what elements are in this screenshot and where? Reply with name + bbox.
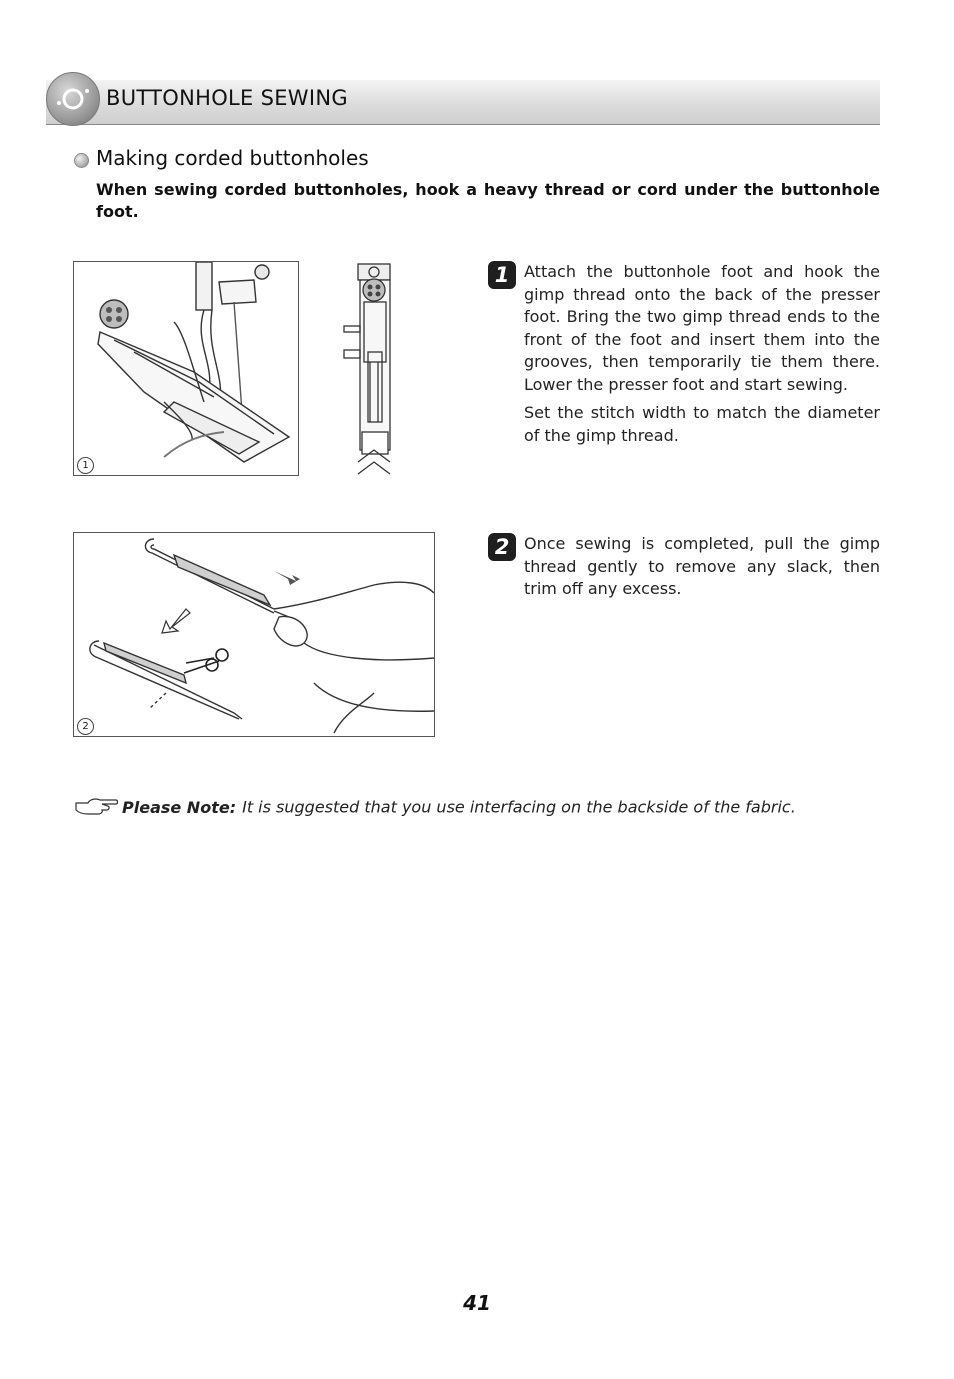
step-2-paragraph: Once sewing is completed, pull the gimp thread gently to remove any slack, then trim off any excess. [524, 534, 880, 598]
step-2-text [524, 533, 880, 607]
page-title: BUTTONHOLE SEWING [106, 86, 348, 110]
pointing-hand-icon [74, 795, 118, 821]
step-1-paragraph: Attach the buttonhole foot and hook the gimp thread onto the back of the presser foot. Bring the two gimp thread ends to the front of the foot and insert them into the grooves, then temporarily tie them there. Lower the presser foot and start sewing. [524, 262, 880, 394]
step-1-badge: 1 [488, 261, 516, 289]
figure-number: 1 [77, 457, 94, 474]
bullet-dot-icon [74, 153, 89, 168]
figure-number: 2 [77, 718, 94, 735]
page-number: 41 [463, 1291, 491, 1315]
note-text: It is suggested that you use interfacing on the backside of the fabric. [242, 797, 796, 817]
section-intro: When sewing corded buttonholes, hook a heavy thread or cord under the buttonhole foot. [96, 180, 880, 221]
step-2-badge: 2 [488, 533, 516, 561]
arrow-icon [274, 571, 300, 585]
step-1-paragraph: Set the stitch width to match the diameter of the gimp thread. [524, 403, 880, 445]
note-label: Please Note: [122, 797, 237, 817]
scissors-icon [184, 649, 228, 673]
figure-1-foot-top-view [340, 262, 396, 476]
step-1-text [524, 261, 880, 453]
ring-icon [46, 72, 100, 126]
arrow-icon [162, 609, 190, 633]
figure-2-gimp-thread-trim [73, 532, 435, 737]
section-title: Making corded buttonholes [96, 146, 369, 170]
please-note [74, 795, 894, 821]
figure-1-presser-foot [73, 261, 299, 476]
